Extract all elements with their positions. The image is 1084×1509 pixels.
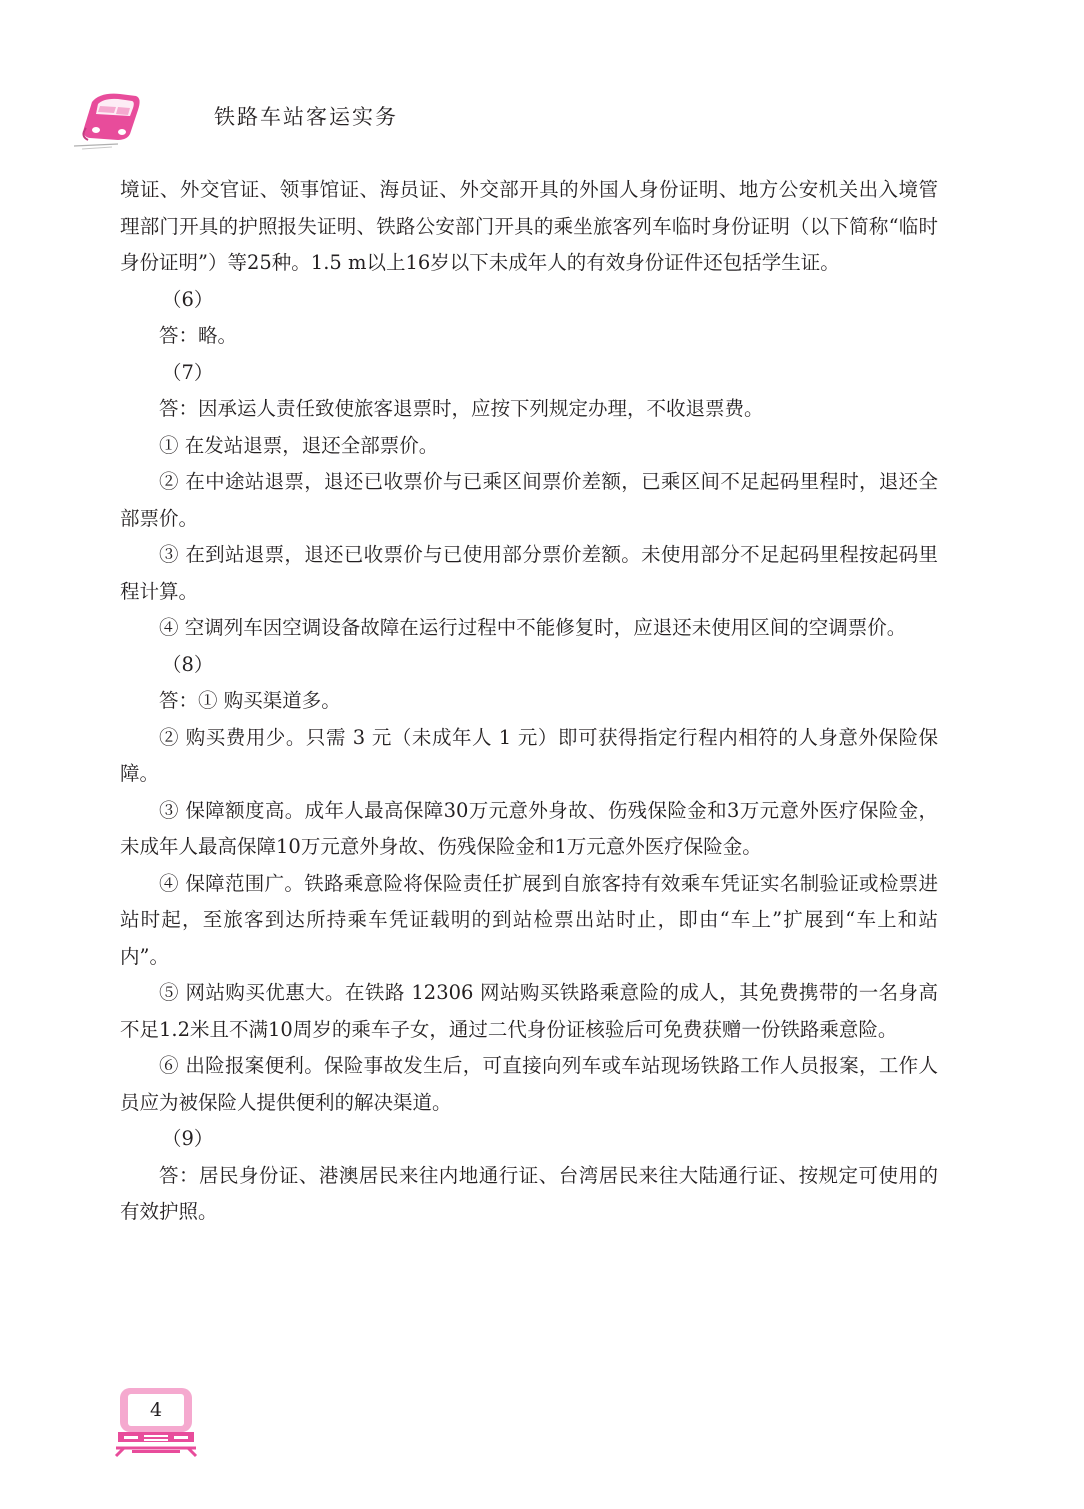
answer-paragraph: 答：因承运人责任致使旅客退票时，应按下列规定办理，不收退票费。 xyxy=(159,397,764,420)
page-number: 4 xyxy=(149,1399,163,1421)
list-item: ③ 保障额度高。成年人最高保障30万元意外身故、伤残保险金和3万元意外医疗保险金，未成年人最高保障10万元意外身故、伤残保险金和1万元意外医疗保险金。 xyxy=(120,798,938,858)
list-item: ③ 在到站退票，退还已收票价与已使用部分票价差额。未使用部分不足起码里程按起码里程计算。 xyxy=(120,543,938,603)
list-item: ① 在发站退票，退还全部票价。 xyxy=(159,433,439,457)
answer-paragraph: 答：略。 xyxy=(159,324,238,347)
question-number: （8） xyxy=(162,652,214,676)
question-number: （9） xyxy=(162,1127,214,1150)
list-item: ⑤ 网站购买优惠大。在铁路 12306 网站购买铁路乘意险的成人，其免费携带的一名身高不足1.2米且不满10周岁的乘车子女，通过二代身份证核验后可免费获赠一份铁路乘意险。 xyxy=(120,981,938,1041)
answer-paragraph: 答：① 购买渠道多。 xyxy=(159,689,341,712)
list-item: ② 购买费用少。只需 3 元（未成年人 1 元）即可获得指定行程内相符的人身意外保险保障。 xyxy=(120,725,938,785)
list-item: ④ 空调列车因空调设备故障在运行过程中不能修复时，应退还未使用区间的空调票价。 xyxy=(159,616,907,639)
question-number: （6） xyxy=(162,287,214,311)
question-number: （7） xyxy=(162,360,214,384)
train-front-icon xyxy=(114,1386,198,1458)
list-item: ⑥ 出险报案便利。保险事故发生后，可直接向列车或车站现场铁路工作人员报案，工作人员应为被保险人提供便利的解决渠道。 xyxy=(120,1054,938,1114)
running-header-title: 铁路车站客运实务 xyxy=(214,105,398,129)
list-item: ④ 保障范围广。铁路乘意险将保险责任扩展到自旅客持有效乘车凭证实名制验证或检票进站时起，至旅客到达所持乘车凭证载明的到站检票出站时止，即由“车上”扩展到“车上和站内”。 xyxy=(120,871,938,968)
body-paragraph: 境证、外交官证、领事馆证、海员证、外交部开具的外国人身份证明、地方公安机关出入境管理部门开具的护照报失证明、铁路公安部门开具的乘坐旅客列车临时身份证明（以下简称“临时身份证明”）等25种。1.5 m以上16岁以下未成年人的有效身份证件还包括学生证。 xyxy=(120,178,938,274)
answer-paragraph: 答：居民身份证、港澳居民来往内地通行证、台湾居民来往大陆通行证、按规定可使用的有效护照。 xyxy=(120,1163,938,1223)
list-item: ② 在中途站退票，退还已收票价与已乘区间票价差额，已乘区间不足起码里程时，退还全部票价。 xyxy=(120,470,938,530)
page-body xyxy=(120,172,938,1231)
train-logo-icon xyxy=(72,88,144,150)
